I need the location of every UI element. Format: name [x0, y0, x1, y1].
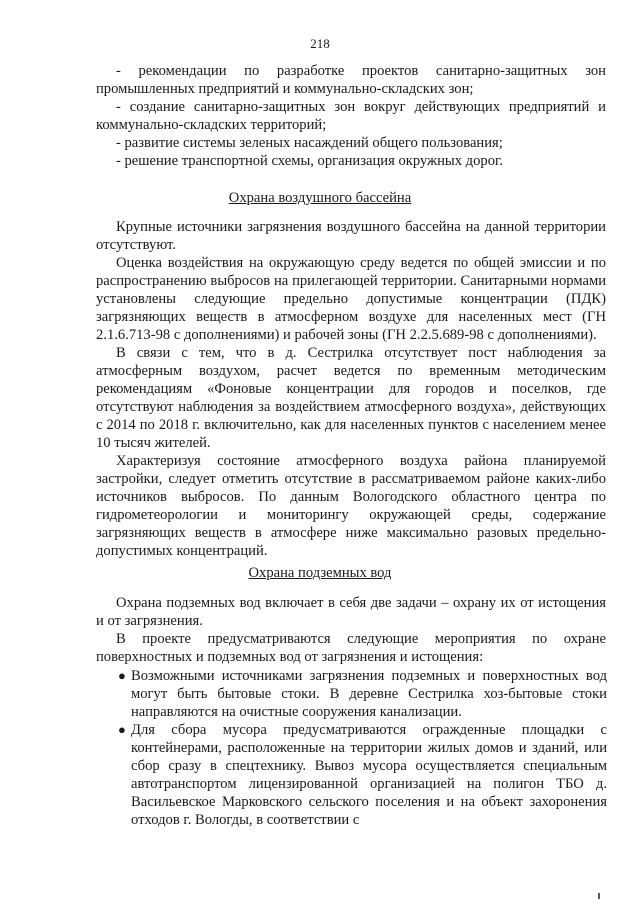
bullet-item-1: Возможными источниками загрязнения подземных и поверхностных вод могут быть бытовые стоки. В деревне Сестрилка хоз-бытовые стоки направляются на очистные сооружения канализации.: [131, 668, 607, 720]
paragraph-water-2: В проекте предусматриваются следующие мероприятия по охране поверхностных и подземных вод от загрязнения и истощения:: [96, 631, 606, 665]
paragraph-air-2: Оценка воздействия на окружающую среду ведется по общей эмиссии и по распространению выбросов на прилегающей территории. Санитарными нормами установлены следующие предельно допустимые концентрации (ПДК) загрязняющих веществ в атмосферном воздухе для населенных мест (ГН 2.1.6.713-98 с дополнениями) и рабочей зоны (ГН 2.2.5.689-98 с дополнениями).: [96, 255, 606, 343]
paragraph-air-4: Характеризуя состояние атмосферного воздуха района планируемой застройки, следует отметить отсутствие в рассматриваемом районе каких-либо источников выбросов. По данным Вологодского областного центра по гидрометеорологии и мониторингу окружающей среды, содержание загрязняющих веществ в атмосфере ниже максимально разовых предельно-допустимых концентраций.: [96, 453, 606, 559]
list-line-4: - решение транспортной схемы, организация окружных дорог.: [116, 153, 503, 169]
section-heading-groundwater: Охрана подземных вод: [248, 565, 392, 581]
list-line-2: - создание санитарно-защитных зон вокруг действующих предприятий и коммунально-складских территорий;: [96, 99, 606, 133]
section-heading-air: Охрана воздушного бассейна: [228, 190, 412, 206]
paragraph-air-1: Крупные источники загрязнения воздушного бассейна на данной территории отсутствуют.: [96, 219, 606, 253]
bullet-item-2: Для сбора мусора предусматриваются огражденные площадки с контейнерами, расположенные на территории жилых домов и зданий, или сбор сразу в спецтехнику. Вывоз мусора осуществляется специальным автотранспортом лицензированной организацией на полигон ТБО д. Васильевское Марковского сельского поселения и на объект захоронения отходов г. Вологды, в соответствии с: [131, 722, 607, 828]
list-line-3: - развитие системы зеленых насаждений общего пользования;: [116, 135, 503, 151]
page-number: 218: [310, 36, 330, 51]
bullet-icon: ●: [118, 668, 126, 683]
paragraph-water-1: Охрана подземных вод включает в себя две задачи – охрану их от истощения и от загрязнения.: [96, 595, 606, 629]
list-line-1: - рекомендации по разработке проектов санитарно-защитных зон промышленных предприятий и коммунально-складских зон;: [96, 63, 606, 97]
paragraph-air-3: В связи с тем, что в д. Сестрилка отсутствует пост наблюдения за атмосферным воздухом, расчет ведется по временным методическим рекомендациям «Фоновые концентрации для городов и поселков, где отсутствуют наблюдения за воздействием атмосферного воздуха», действующих с 2014 по 2018 г. включительно, как для населенных пунктов с населением менее 10 тысяч жителей.: [96, 345, 606, 451]
bullet-icon: ●: [118, 722, 126, 737]
scan-mark: [598, 893, 600, 899]
